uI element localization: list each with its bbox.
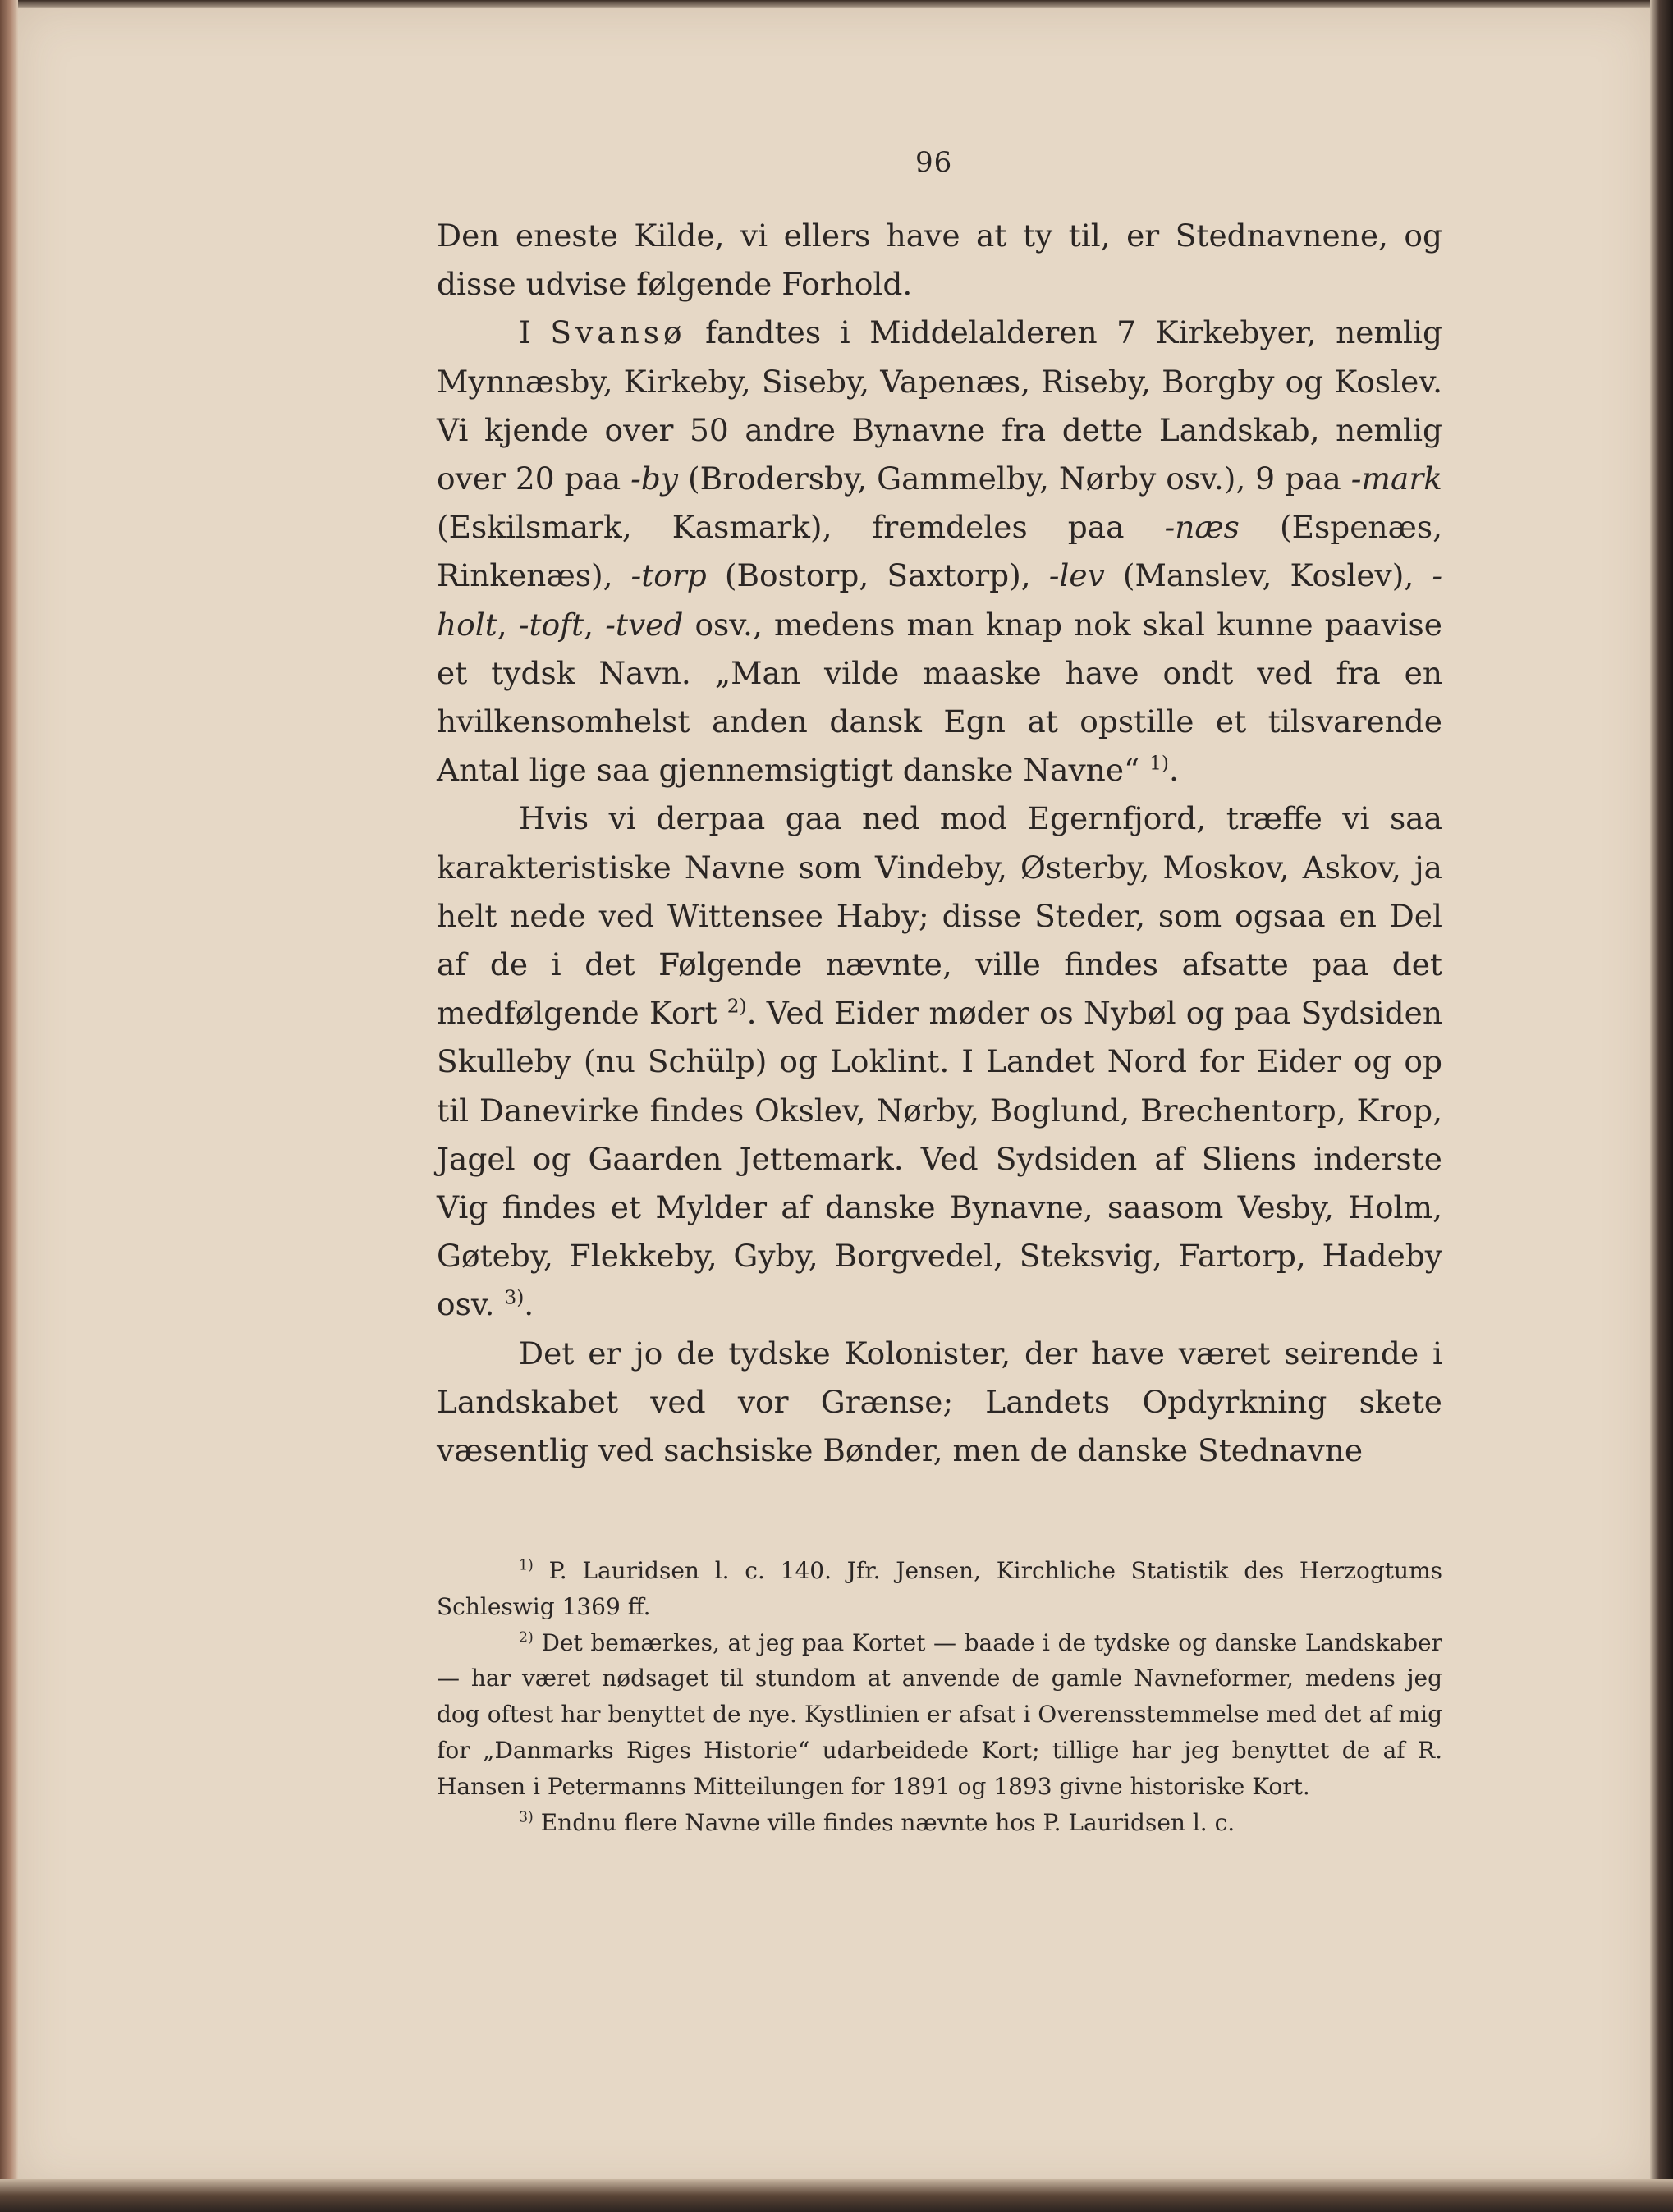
footnote-text: Det bemærkes, at jeg paa Kortet — baade i de tydske og danske Landskaber — har været nødsaget til stundom at anvende de gamle Navneformer, medens jeg dog oftest har benyttet de nye. Kystlinien er afsat i Overensstemmelse med det af mig for „Danmarks Riges Historie“ udarbeidede Kort; tillige har jeg benyttet de af R. Hansen i Petermanns Mitteilungen for 1891 og 1893 givne historiske Kort.: [437, 1628, 1442, 1800]
footnote-marker: 2): [519, 1629, 534, 1646]
footnote-text: P. Lauridsen l. c. 140. Jfr. Jensen, Kirchliche Statistik des Herzogtums Schleswig 1369 ff.: [437, 1557, 1442, 1620]
text-run: Det er jo de tydske Kolonister, der have været seirende i Landskabet ved vor Grænse; Landets Opdyrkning skete væsentlig ved sachsiske Bønder, men de danske Stednavne: [437, 1335, 1442, 1469]
text-run: (Manslev, Koslev),: [1104, 557, 1432, 594]
footnote: [437, 1805, 1442, 1841]
footnote-reference: 3): [504, 1286, 525, 1309]
text-run: ,: [497, 606, 519, 643]
text-run: (Espenæs, Rinkenæs),: [437, 509, 1442, 594]
text-run: (Eskilsmark, Kasmark), fremdeles paa: [437, 509, 1165, 546]
footnote: [437, 1625, 1442, 1805]
italic-suffix: -lev: [1048, 557, 1105, 594]
paragraph: [437, 1330, 1442, 1476]
footnote: [437, 1553, 1442, 1625]
text-run: I: [519, 314, 551, 351]
italic-suffix: -mark: [1350, 460, 1442, 497]
page-edge-left: [0, 0, 18, 2212]
text-run: . Ved Eider møder os Nybøl og paa Sydsiden Skulleby (nu Schülp) og Loklint. I Landet Nord for Eider og op til Danevirke findes Okslev, Nørby, Boglund, Brechentorp, Krop, Jagel og Gaarden Jettemark. Ved Sydsiden af Sliens inderste Vig findes et Mylder af danske Bynavne, saasom Vesby, Holm, Gøteby, Flekkeby, Gyby, Borgvedel, Steksvig, Fartorp, Hadeby osv.: [437, 995, 1442, 1323]
italic-suffix: -toft: [518, 606, 584, 643]
footnote-reference: 2): [726, 995, 747, 1018]
body-text: [437, 212, 1442, 1475]
page-edge-right: [1650, 0, 1673, 2212]
text-run: osv., medens man knap nok skal kunne paavise et tydsk Navn. „Man vilde maaske have ondt ved fra en hvilkensomhelst anden dansk Egn at opstille et tilsvarende Antal lige saa gjennemsigtigt danske Navne“: [437, 606, 1442, 789]
spaced-place-name: Svansø: [550, 314, 686, 351]
footnotes: [437, 1553, 1442, 1840]
footnote-marker: 3): [519, 1809, 534, 1826]
italic-suffix: -by: [630, 460, 679, 497]
text-run: Hvis vi derpaa gaa ned mod Egernfjord, træffe vi saa karakteristiske Navne som Vindeby, Østerby, Moskov, Askov, ja helt nede ved Wittensee Haby; disse Steder, som ogsaa en Del af de i det Følgende nævnte, ville findes afsatte paa det medfølgende Kort: [437, 800, 1442, 1032]
italic-suffix: -holt: [437, 557, 1442, 643]
footnote-reference: 1): [1149, 752, 1169, 775]
text-run: (Bostorp, Saxtorp),: [706, 557, 1049, 594]
footnote-text: Endnu flere Navne ville findes nævnte hos P. Lauridsen l. c.: [533, 1808, 1235, 1836]
page-number: 96: [915, 146, 953, 179]
text-run: (Brodersby, Gammelby, Nørby osv.), 9 paa: [678, 460, 1351, 497]
italic-suffix: -næs: [1164, 509, 1240, 546]
text-run: ,: [584, 606, 606, 643]
page-edge-bottom: [0, 2179, 1673, 2212]
italic-suffix: -torp: [630, 557, 707, 594]
paragraph: [437, 212, 1442, 309]
paragraph: [437, 795, 1442, 1329]
text-run: fandtes i Middelalderen 7 Kirkebyer, nemlig Mynnæsby, Kirkeby, Siseby, Vapenæs, Riseby, Borgby og Koslev. Vi kjende over 50 andre Bynavne fra dette Landskab, nemlig over 20 paa: [437, 314, 1442, 497]
text-run: Den eneste Kilde, vi ellers have at ty til, er Stednavnene, og disse udvise følgende Forhold.: [437, 218, 1442, 303]
italic-suffix: -tved: [605, 606, 684, 643]
paragraph: [437, 309, 1442, 795]
footnote-marker: 1): [519, 1557, 534, 1574]
text-run: .: [524, 1286, 534, 1323]
text-run: .: [1169, 752, 1179, 789]
